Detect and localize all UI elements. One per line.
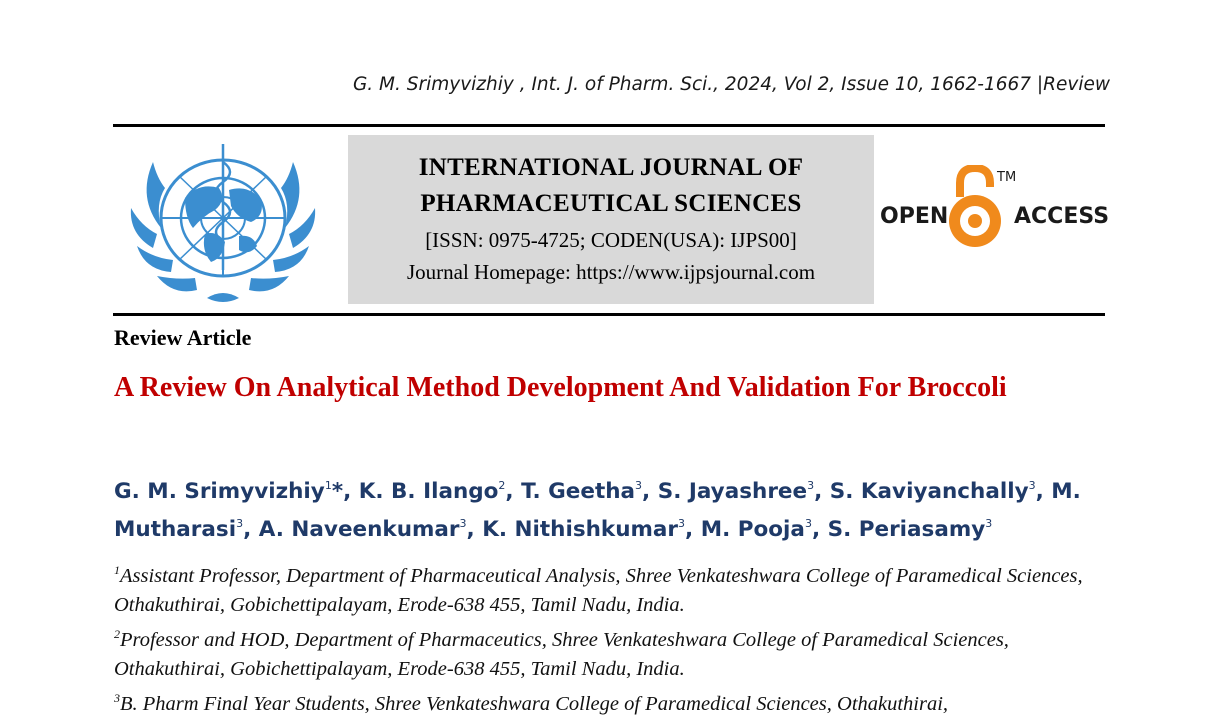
- author-list: [114, 470, 1114, 546]
- open-access-logo: [880, 165, 1110, 255]
- header-bottom-rule: [113, 313, 1105, 316]
- author-affiliation-number: 3: [985, 517, 993, 530]
- journal-issn: [ISSN: 0975-4725; CODEN(USA): IJPS00]: [425, 228, 797, 252]
- open-lock-icon: [960, 168, 990, 197]
- author-name: S. Periasamy: [827, 517, 986, 542]
- corresponding-author-mark: *: [331, 479, 344, 504]
- author-affiliation-number: 3: [236, 517, 244, 530]
- author-affiliation-number: 3: [635, 479, 643, 492]
- author-separator: ,: [811, 517, 828, 542]
- affiliation-text: Professor and HOD, Department of Pharmaceutics, Shree Venkateshwara College of Paramedical Sciences, Othakuthirai, Gobichettipalayam, Erode-638 455, Tamil Nadu, India.: [114, 629, 1009, 680]
- author-name: G. M. Srimyvizhiy: [114, 479, 325, 504]
- affiliation-item: [114, 620, 1124, 684]
- author-affiliation-number: 3: [678, 517, 686, 530]
- affiliation-item: [114, 684, 1124, 719]
- trademark-mark: TM: [997, 170, 1017, 185]
- article-type: Review Article: [114, 325, 252, 350]
- author-name: S. Kaviyanchally: [829, 479, 1029, 504]
- author-entry: [114, 479, 359, 504]
- affiliation-number: 1: [114, 563, 120, 577]
- author-affiliation-number: 2: [498, 479, 506, 492]
- journal-banner: [348, 135, 874, 304]
- author-entry: [259, 517, 482, 542]
- author-affiliation-number: 3: [804, 517, 812, 530]
- affiliation-item: [114, 556, 1124, 620]
- author-affiliation-number: 3: [459, 517, 467, 530]
- author-name: M. Pooja: [700, 517, 805, 542]
- header-top-rule: [113, 124, 1105, 127]
- author-separator: ,: [1035, 479, 1052, 504]
- author-affiliation-number: 3: [1028, 479, 1036, 492]
- affiliation-text: Assistant Professor, Department of Pharmaceutical Analysis, Shree Venkateshwara College of Paramedical Sciences, Othakuthirai, Gobichettipalayam, Erode-638 455, Tamil Nadu, India.: [114, 565, 1083, 616]
- author-name: S. Jayashree: [657, 479, 808, 504]
- author-separator: ,: [343, 479, 359, 504]
- author-entry: [359, 479, 521, 504]
- running-header: G. M. Srimyvizhiy , Int. J. of Pharm. Sci., 2024, Vol 2, Issue 10, 1662-1667 |Review: [352, 74, 1110, 95]
- open-access-word-access: ACCESS: [1014, 204, 1110, 229]
- author-entry: [658, 479, 830, 504]
- article-title: A Review On Analytical Method Development And Validation For Broccoli: [114, 372, 1007, 403]
- who-emblem-logo: [127, 138, 325, 306]
- author-separator: ,: [505, 479, 522, 504]
- author-name: T. Geetha: [521, 479, 636, 504]
- author-separator: ,: [466, 517, 483, 542]
- author-entry: [701, 517, 828, 542]
- author-entry: [830, 479, 1052, 504]
- open-access-word-open: OPEN: [880, 204, 949, 229]
- author-affiliation-number: 3: [807, 479, 815, 492]
- affiliation-number: 2: [114, 627, 120, 641]
- journal-title-line2: PHARMACEUTICAL SCIENCES: [420, 190, 802, 217]
- author-name: K. B. Ilango: [358, 479, 499, 504]
- author-affiliation-number: 1: [324, 479, 332, 492]
- author-separator: ,: [814, 479, 830, 504]
- author-name: A. Naveenkumar: [258, 517, 460, 542]
- author-entry: [521, 479, 658, 504]
- affiliation-text: B. Pharm Final Year Students, Shree Venkateshwara College of Paramedical Sciences, Othakuthirai,: [120, 693, 949, 715]
- journal-title-line1: INTERNATIONAL JOURNAL OF: [418, 154, 804, 181]
- author-entry: [482, 517, 701, 542]
- author-separator: ,: [642, 479, 658, 504]
- affiliation-number: 3: [114, 691, 120, 705]
- author-name: M. Mutharasi: [114, 479, 1081, 542]
- journal-homepage[interactable]: Journal Homepage: https://www.ijpsjournal.com: [406, 260, 816, 284]
- author-entry: [828, 517, 993, 542]
- author-separator: ,: [685, 517, 701, 542]
- author-separator: ,: [243, 517, 259, 542]
- author-name: K. Nithishkumar: [482, 517, 679, 542]
